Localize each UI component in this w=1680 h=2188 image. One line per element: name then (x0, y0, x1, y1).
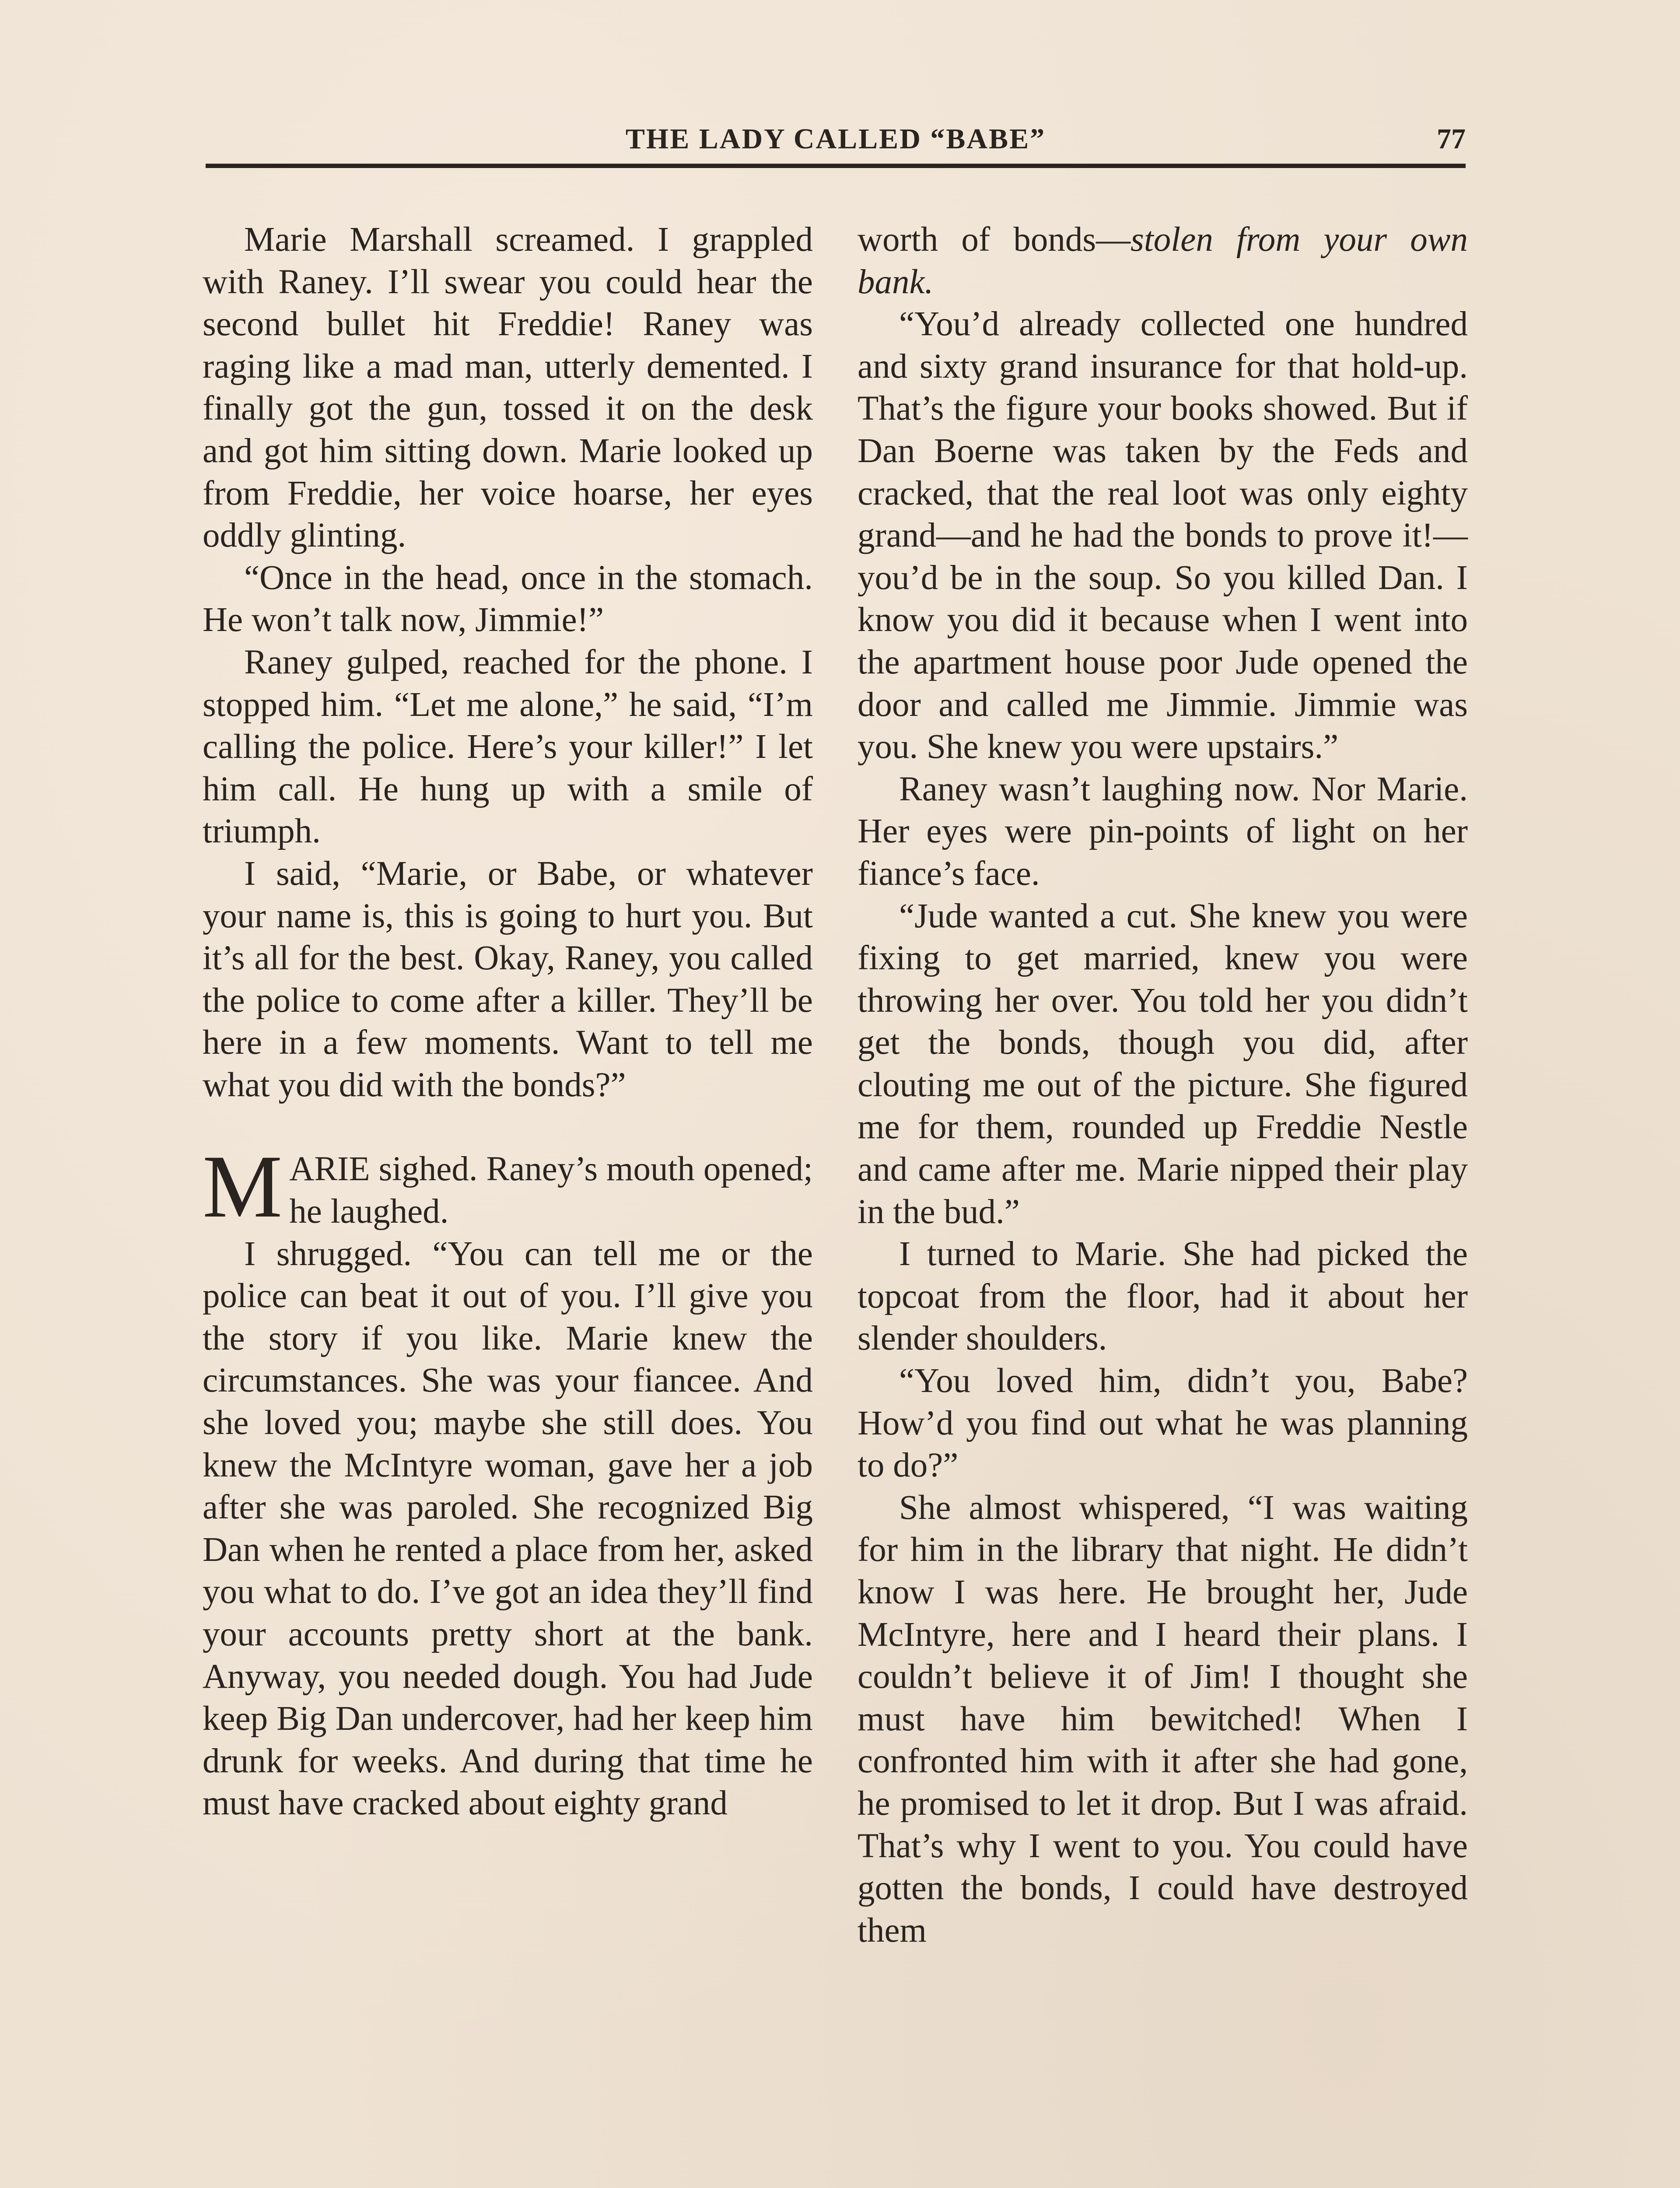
section-opening-paragraph (203, 1137, 813, 1237)
continued-paragraph (858, 219, 1468, 303)
paragraph: “Once in the head, once in the stomach. He won’t talk now, Jimmie!” (203, 558, 813, 639)
page-number: 77 (1437, 123, 1466, 155)
left-text-column (203, 219, 813, 1825)
drop-cap: M (203, 1137, 283, 1237)
header-rule (206, 164, 1466, 168)
paragraph: “You’d already collected one hundred and sixty grand insurance for that hold-up. That’s the figure your books showed. But if Dan Boerne was taken by the Feds and cracked, that the real loot was only eighty grand—and he had the bonds to prove it!—you’d be in the soup. So you killed Dan. I know you did it because when I went into the apartment house poor Jude opened the door and called me Jimmie. Jimmie was you. She knew you were upstairs.” (858, 305, 1468, 766)
page-header (206, 117, 1466, 170)
italic-phrase: stolen from your own bank. (858, 221, 1468, 301)
paragraph: I shrugged. “You can tell me or the police can beat it out of you. I’ll give you the story if you like. Marie knew the circumstances. She was your fiancee. And she loved you; maybe she still does. You knew the McIntyre woman, gave her a job after she was paroled. She recognized Big Dan when he rented a place from her, asked you what to do. I’ve got an idea they’ll find your accounts pretty short at the bank. Anyway, you needed dough. You had Jude keep Big Dan undercover, had her keep him drunk for weeks. And during that time he must have cracked about eighty grand (203, 1234, 813, 1823)
paragraph: Marie Marshall screamed. I grappled with Raney. I’ll swear you could hear the second bullet hit Freddie! Raney was raging like a mad man, utterly demented. I finally got the gun, tossed it on the desk and got him sitting down. Marie looked up from Freddie, her voice hoarse, her eyes oddly glinting. (203, 221, 813, 555)
paragraph: Raney wasn’t laughing now. Nor Marie. Her eyes were pin-points of light on her fiance’s face. (858, 770, 1468, 893)
paragraph: I said, “Marie, or Babe, or whatever your name is, this is going to hurt you. But it’s all for the best. Okay, Raney, you called the police to come after a killer. They’ll be here in a few moments. Want to tell me what you did with the bonds?” (203, 854, 813, 1104)
continued-text: worth of bonds— (858, 221, 1131, 259)
right-text-column (858, 219, 1468, 1952)
paragraph: “Jude wanted a cut. She knew you were fixing to get married, knew you were throwing her over. You told her you didn’t get the bonds, though you did, after clouting me out of the picture. She figured me for them, rounded up Freddie Nestle and came after me. Marie nipped their play in the bud.” (858, 897, 1468, 1231)
paragraph: I turned to Marie. She had picked the topcoat from the floor, had it about her slender shoulders. (858, 1235, 1468, 1358)
paragraph: “You loved him, didn’t you, Babe? How’d you find out what he was planning to do?” (858, 1362, 1468, 1485)
paragraph: She almost whispered, “I was waiting for him in the library that night. He didn’t know I was here. He brought her, Jude McIntyre, here and I heard their plans. I couldn’t believe it of Jim! I thought she must have him bewitched! When I confronted him with it after she had gone, he promised to let it drop. But I was afraid. That’s why I went to you. You could have gotten the bonds, I could have destroyed them (858, 1488, 1468, 1950)
section-opening-text: ARIE sighed. Raney’s mouth opened; he laughed. (289, 1150, 813, 1231)
paragraph: Raney gulped, reached for the phone. I stopped him. “Let me alone,” he said, “I’m calling the police. Here’s your killer!” I let him call. He hung up with a smile of triumph. (203, 643, 813, 851)
running-title: THE LADY CALLED “BABE” (625, 123, 1046, 155)
